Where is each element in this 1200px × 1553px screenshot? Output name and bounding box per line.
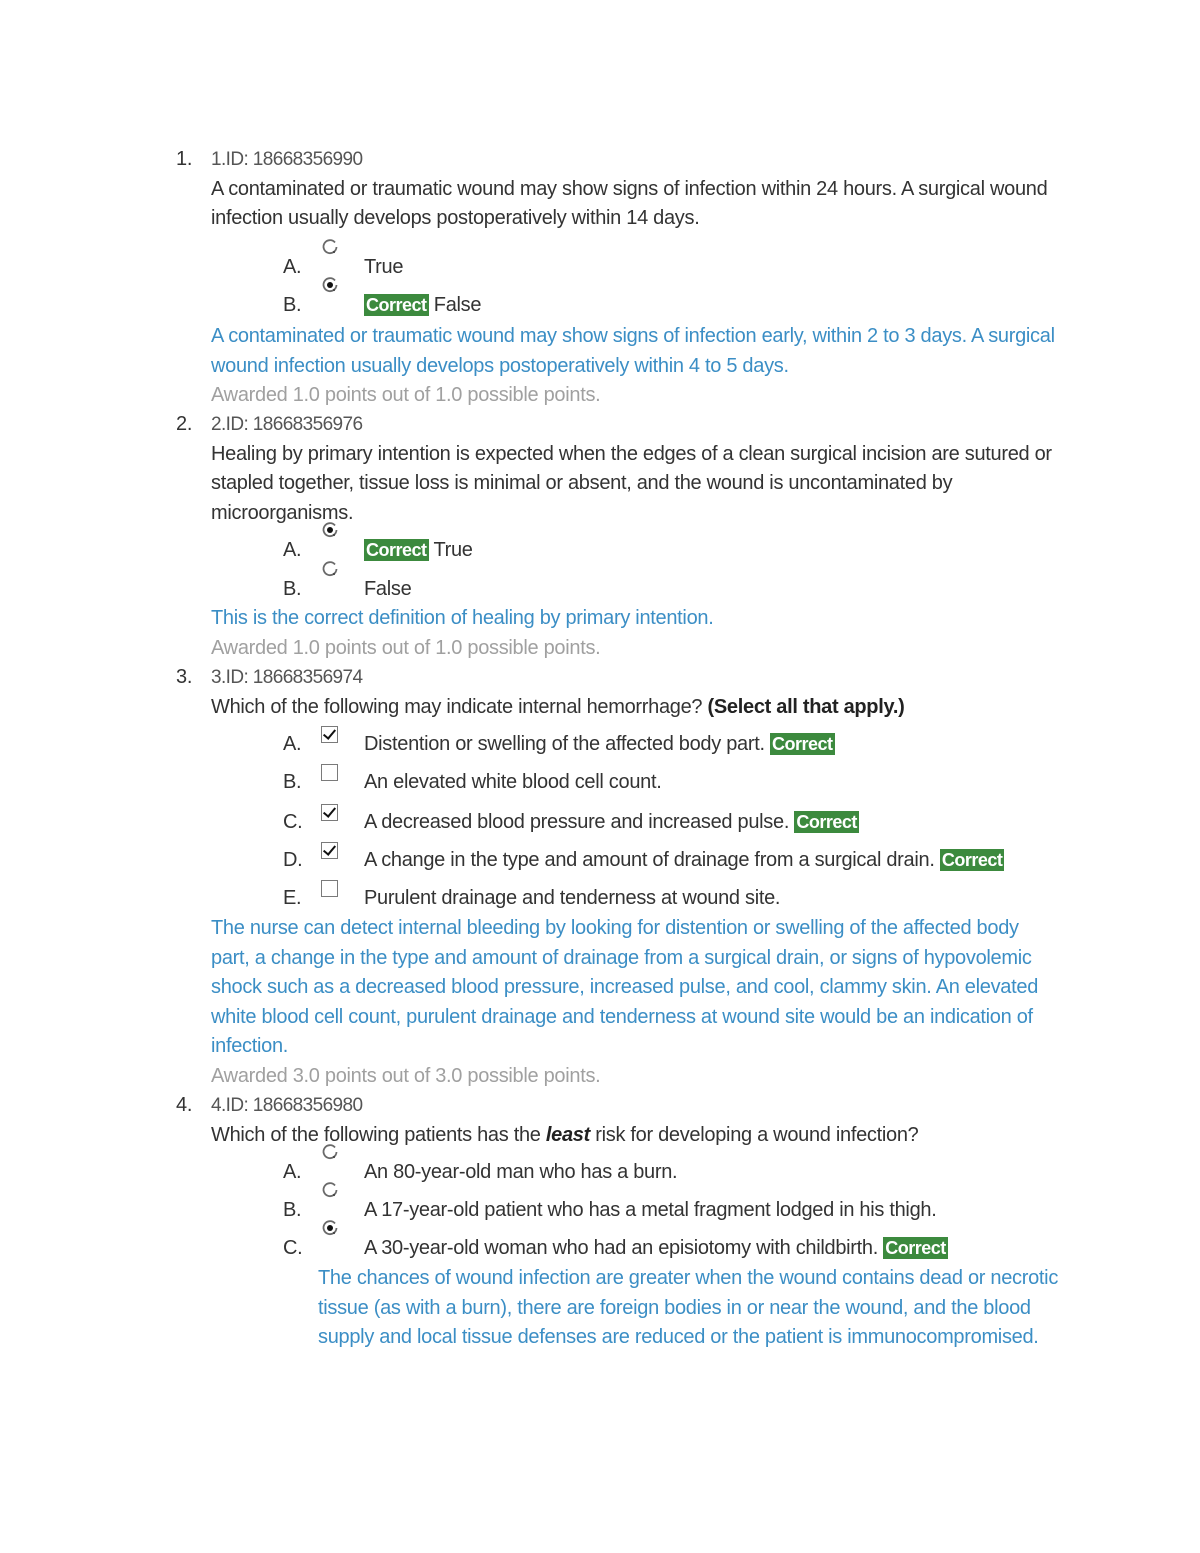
option-letter: A. [283,539,302,561]
option-a[interactable] [283,1161,1183,1199]
option-letter: B. [283,578,302,600]
radio-unselected-icon[interactable] [321,1181,339,1199]
awarded-points: Awarded 3.0 points out of 3.0 possible points. [211,1064,601,1087]
option-letter: C. [283,1237,303,1259]
option-text: An elevated white blood cell count. [364,771,662,793]
radio-unselected-icon[interactable] [321,1143,339,1161]
option-a[interactable] [283,256,1183,294]
question-4 [211,1091,1061,1150]
question-number: 2. [176,413,193,435]
radio-selected-icon[interactable] [321,521,339,539]
correct-badge: Correct [772,734,833,754]
question-stem: A contaminated or traumatic wound may show signs of infection within 24 hours. A surgical wound infection usually develops postoperatively within 14 days. [211,177,1048,229]
option-letter: A. [283,1161,302,1183]
option-c[interactable] [283,811,1183,849]
question-id: 4.ID: 18668356980 [211,1095,363,1116]
correct-badge: Correct [941,850,1003,870]
option-b[interactable] [283,771,1183,809]
option-text: A decreased blood pressure and increased pulse. Correct [364,811,857,833]
explanation: The chances of wound infection are greater when the wound contains dead or necrotic tissue (as with a burn), there are foreign bodies in or near the wound, and the blood supply and local tissue defenses are reduced or the patient is immunocompromised. [318,1267,1059,1348]
checkbox-checked-icon[interactable] [321,804,339,822]
option-text: Purulent drainage and tenderness at wound site. [364,887,781,909]
checkbox-unchecked-icon[interactable] [321,764,339,782]
question-id: 1.ID: 18668356990 [211,149,363,170]
option-text: A 17-year-old patient who has a metal fragment lodged in his thigh. [364,1199,937,1221]
option-a[interactable] [283,539,1183,577]
option-text: Correct True [366,539,473,561]
radio-selected-icon[interactable] [321,276,339,294]
option-letter: B. [283,294,302,316]
option-letter: A. [283,733,302,755]
question-id: 2.ID: 18668356976 [211,414,363,435]
question-3-feedback [211,914,1061,1091]
radio-unselected-icon[interactable] [321,238,339,256]
radio-selected-icon[interactable] [321,1219,339,1237]
question-3 [211,663,1061,722]
select-all-instruction: (Select all that apply.) [707,695,905,718]
explanation: A contaminated or traumatic wound may show signs of infection early, within 2 to 3 days. A surgical wound infection usually develops postoperatively within 4 to 5 days. [211,325,1055,377]
question-2-feedback [211,604,1061,663]
correct-badge: Correct [796,812,857,832]
option-letter: E. [283,887,302,909]
option-text: Distention or swelling of the affected body part. Correct [364,733,833,755]
option-letter: D. [283,849,303,871]
explanation: This is the correct definition of healing by primary intention. [211,607,714,629]
checkbox-unchecked-icon[interactable] [321,880,339,898]
question-number: 4. [176,1094,193,1116]
question-stem: Which of the following patients has the least risk for developing a wound infection? [211,1123,919,1146]
checkbox-checked-icon[interactable] [321,842,339,860]
option-d[interactable] [283,849,1183,887]
explanation: The nurse can detect internal bleeding by looking for distention or swelling of the affected body part, a change in the type and amount of drainage from a surgical drain, or signs of hypovolemic shock such as a decreased blood pressure, increased pulse, and cool, clammy skin. An elevated white blood cell count, purulent drainage and tenderness at wound site would be an indication of infection. [211,917,1039,1057]
option-letter: B. [283,771,302,793]
option-text: An 80-year-old man who has a burn. [364,1161,678,1183]
question-stem: Which of the following may indicate internal hemorrhage? (Select all that apply.) [211,695,905,718]
question-stem: Healing by primary intention is expected when the edges of a clean surgical incision are sutured or stapled together, tissue loss is minimal or absent, and the wound is uncontaminated by microorganisms. [211,442,1052,524]
awarded-points: Awarded 1.0 points out of 1.0 possible points. [211,636,601,659]
radio-unselected-icon[interactable] [321,560,339,578]
emphasis-least: least [545,1123,590,1146]
question-number: 1. [176,148,193,170]
question-id: 3.ID: 18668356974 [211,667,363,688]
option-text: True [364,256,404,278]
question-2 [211,410,1061,528]
option-letter: C. [283,811,303,833]
option-letter: B. [283,1199,302,1221]
awarded-points: Awarded 1.0 points out of 1.0 possible points. [211,384,601,406]
correct-badge: Correct [366,295,427,315]
option-a[interactable] [283,733,1183,771]
question-number: 3. [176,666,193,688]
option-text: Correct False [366,294,482,316]
option-text: False [364,578,412,600]
checkbox-checked-icon[interactable] [321,726,339,744]
question-1 [211,145,1061,234]
option-letter: A. [283,256,302,278]
correct-badge: Correct [885,1238,946,1258]
option-text: A change in the type and amount of drainage from a surgical drain. Correct [364,849,1003,871]
correct-badge: Correct [366,540,427,560]
option-b[interactable] [283,1199,1183,1237]
question-1-feedback [211,322,1061,411]
option-text: A 30-year-old woman who had an episiotomy with childbirth. Correct [364,1237,946,1259]
